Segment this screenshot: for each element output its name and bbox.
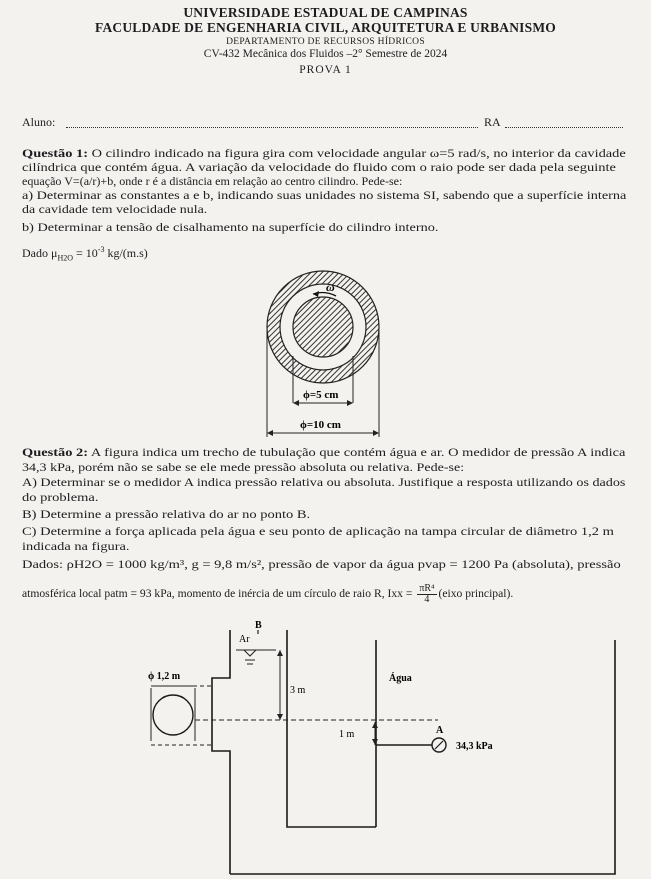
q2-data-2: atmosférica local patm = 93 kPa, momento de inércia de um círculo de raio R, Ixx = $\frac{\text{πR⁴}}{4}$ (eixo principal). — [22, 583, 514, 605]
ra-label: RA — [484, 115, 501, 129]
q2-item-a-2: do problema. — [22, 491, 99, 504]
q2-item-a-1: A) Determinar se o medidor A indica pressão relativa ou absoluta. Justifique a resposta utilizando os dados — [22, 476, 626, 489]
aluno-label: Aluno: — [22, 115, 56, 129]
q2-item-c-1: C) Determine a força aplicada pela água e seu ponto de aplicação na tampa circular de diâmetro 1,2 m — [22, 525, 614, 538]
omega-label: ω — [326, 280, 335, 294]
q1-line-3: equação V=(a/r)+b, onde r é a distância em relação ao centro cilindro. Pede-se: — [22, 175, 403, 188]
q1-title: Questão 1: — [22, 147, 89, 160]
q2-data-1: Dados: ρH2O = 1000 kg/m³, g = 9,8 m/s², pressão de vapor da água pvap = 1200 Pa (absoluta), pressão — [22, 558, 621, 571]
free-surface-icon — [244, 650, 256, 656]
gauge-a-label: A — [436, 725, 444, 736]
tube-inner-wall — [287, 630, 376, 827]
q1-item-a-2: da cavidade tem velocidade nula. — [22, 203, 208, 216]
q2-item-b: B) Determine a pressão relativa do ar no ponto B. — [22, 508, 311, 521]
department-name: DEPARTAMENTO DE RECURSOS HÍDRICOS — [226, 37, 425, 47]
faculty-name: FACULDADE DE ENGENHARIA CIVIL, ARQUITETURA E URBANISMO — [95, 20, 556, 35]
height-3m-label: 3 m — [290, 685, 306, 696]
university-name: UNIVERSIDADE ESTADUAL DE CAMPINAS — [183, 5, 468, 20]
gauge-reading-label: 34,3 kPa — [456, 741, 493, 752]
q1-given: Dado $\mu_{H2O} = 10^{-3}$ kg/(m.s) — [22, 245, 148, 263]
cap-diameter-label: ϕ 1,2 m — [148, 671, 181, 682]
q1-text-1: O cilindro indicado na figura gira com velocidade angular ω=5 rad/s, no interior da cavidade — [91, 147, 626, 160]
q2-item-c-2: indicada na figura. — [22, 540, 130, 553]
circular-cap — [153, 695, 193, 735]
outer-diameter-label: ϕ=10 cm — [300, 419, 341, 431]
water-label: Água — [389, 673, 412, 684]
exam-title: PROVA 1 — [299, 64, 352, 76]
q1-item-a-1: a) Determinar as constantes a e b, indicando suas unidades no sistema SI, sabendo que a superfície interna — [22, 189, 627, 202]
q2-line-2: 34,3 kPa, porém não se sabe se ele mede pressão absoluta ou relativa. Pede-se: — [22, 461, 465, 474]
inertia-fraction: $\frac{\text{πR⁴}}{4}$ — [419, 583, 435, 605]
height-1m-label: 1 m — [339, 729, 355, 740]
q2-text-1: A figura indica um trecho de tubulação que contém água e ar. O medidor de pressão A indica — [90, 446, 626, 459]
q1-line-2: cilíndrica que contém água. A variação da velocidade do fluido com o raio pode ser dada pela seguinte — [22, 161, 616, 174]
q2-title: Questão 2: — [22, 446, 89, 459]
point-b-label: B — [255, 620, 262, 631]
air-label: Ar — [239, 634, 250, 645]
left-tube-wall — [212, 630, 230, 874]
inner-diameter-label: ϕ=5 cm — [303, 389, 339, 401]
course-line: CV-432 Mecânica dos Fluidos –2° Semestre de 2024 — [203, 48, 448, 60]
q1-item-b: b) Determinar a tensão de cisalhamento na superfície do cilindro interno. — [22, 221, 439, 234]
